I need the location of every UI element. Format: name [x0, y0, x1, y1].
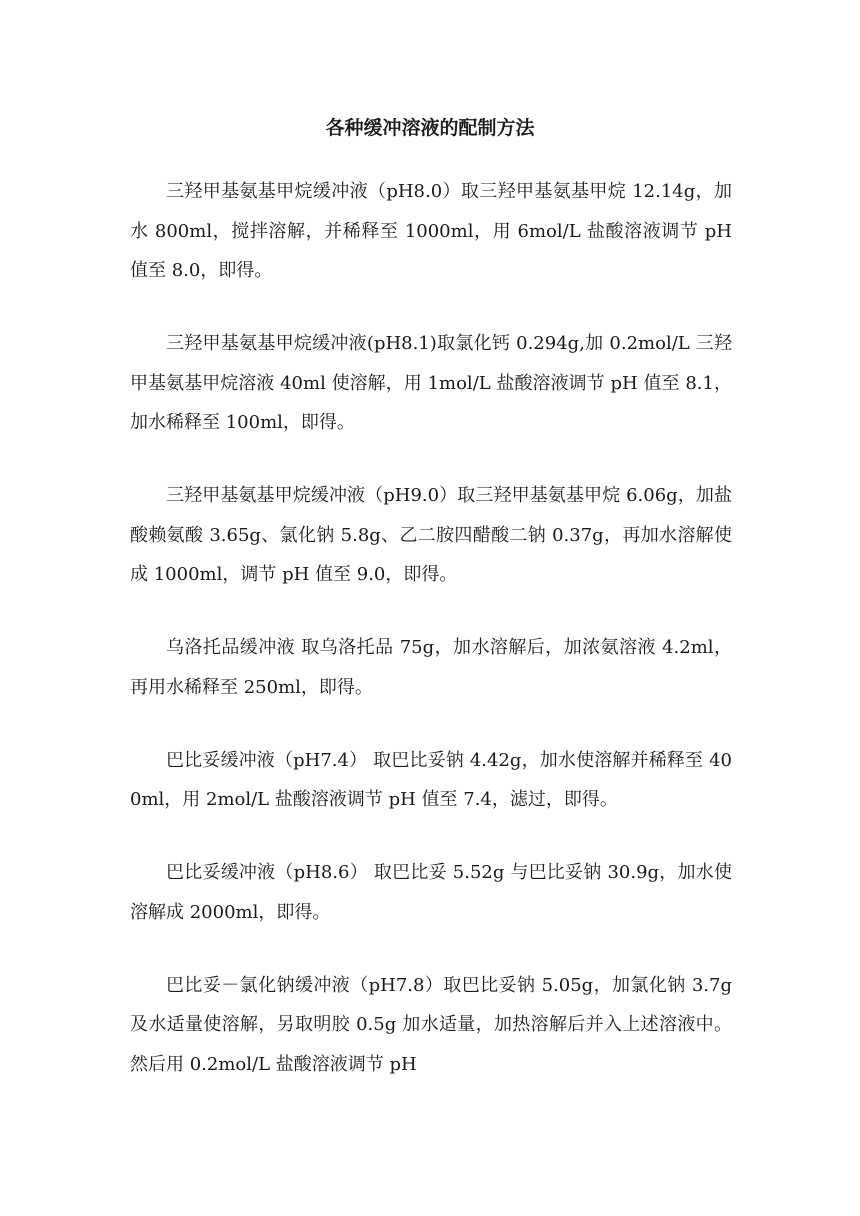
- paragraph-barbital-ph7-4: 巴比妥缓冲液（pH7.4） 取巴比妥钠 4.42g，加水使溶解并稀释至 400ml，用 2mol/L 盐酸溶液调节 pH 值至 7.4，滤过，即得。: [130, 749, 732, 810]
- document-body: [130, 172, 732, 1118]
- paragraph-hexamine-buffer: 乌洛托品缓冲液 取乌洛托品 75g，加水溶解后，加浓氨溶液 4.2ml，再用水稀释至 250ml，即得。: [130, 637, 732, 698]
- paragraph-tris-ph8-0: 三羟甲基氨基甲烷缓冲液（pH8.0）取三羟甲基氨基甲烷 12.14g，加水 800ml，搅拌溶解，并稀释至 1000ml，用 6mol/L 盐酸溶液调节 pH 值至 8.0，即得。: [130, 181, 732, 281]
- paragraph-barbital-ph8-6: 巴比妥缓冲液（pH8.6） 取巴比妥 5.52g 与巴比妥钠 30.9g，加水使溶解成 2000ml，即得。: [130, 862, 732, 923]
- paragraph-tris-ph9-0: 三羟甲基氨基甲烷缓冲液（pH9.0）取三羟甲基氨基甲烷 6.06g，加盐酸赖氨酸 3.65g、氯化钠 5.8g、乙二胺四醋酸二钠 0.37g，再加水溶解使成 1000ml，调节 pH 值至 9.0，即得。: [130, 485, 732, 585]
- paragraph-tris-ph8-1: 三羟甲基氨基甲烷缓冲液(pH8.1)取氯化钙 0.294g,加 0.2mol/L 三羟甲基氨基甲烷溶液 40ml 使溶解，用 1mol/L 盐酸溶液调节 pH 值至 8.1，加水稀释至 100ml，即得。: [130, 333, 732, 433]
- document-title: 各种缓冲溶液的配制方法: [325, 117, 535, 139]
- paragraph-barbital-nacl-ph7-8: 巴比妥－氯化钠缓冲液（pH7.8）取巴比妥钠 5.05g，加氯化钠 3.7g 及水适量使溶解，另取明胶 0.5g 加水适量，加热溶解后并入上述溶液中。然后用 0.2mol/L 盐酸溶液调节 pH: [130, 974, 732, 1075]
